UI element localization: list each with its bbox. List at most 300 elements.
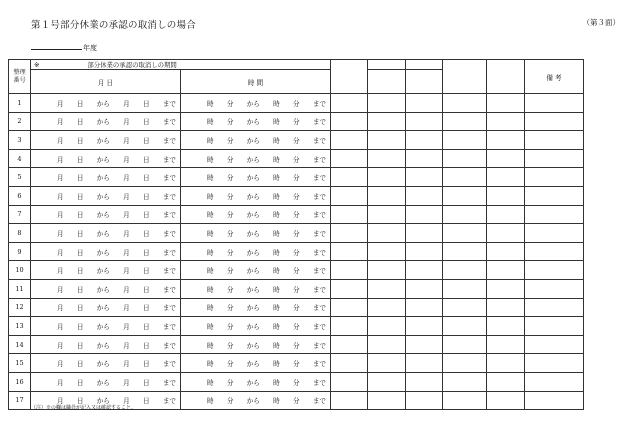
time-token: 分 <box>226 285 234 294</box>
blank-cell[interactable] <box>443 298 487 317</box>
row-number: 2 <box>9 112 31 131</box>
blank-cell[interactable] <box>406 261 443 280</box>
time-range-cell[interactable] <box>181 335 331 354</box>
table-row <box>9 372 584 391</box>
time-range-cell[interactable] <box>181 391 331 410</box>
remarks-cell[interactable] <box>525 298 584 317</box>
date-token: から <box>96 360 110 369</box>
date-token: 日 <box>142 136 150 145</box>
date-token: 日 <box>76 267 84 276</box>
blank-cell[interactable] <box>331 205 368 224</box>
remarks-cell[interactable] <box>525 131 584 150</box>
blank-cell[interactable] <box>368 205 406 224</box>
time-token: まで <box>312 174 326 183</box>
blank-cell[interactable] <box>331 242 368 261</box>
blank-cell[interactable] <box>487 317 525 336</box>
time-token: 分 <box>292 267 300 276</box>
time-token: 時 <box>207 229 214 238</box>
time-token: まで <box>312 136 326 145</box>
blank-cell[interactable] <box>331 298 368 317</box>
time-token: 時 <box>273 136 280 145</box>
time-token: から <box>246 267 260 276</box>
time-token: 時 <box>207 192 214 201</box>
date-token: 月 <box>123 211 130 220</box>
time-token: まで <box>312 285 326 294</box>
blank-cell[interactable] <box>331 112 368 131</box>
blank-cell[interactable] <box>443 149 487 168</box>
time-token: 分 <box>292 397 300 406</box>
date-token: 日 <box>142 211 150 220</box>
date-range-cell[interactable] <box>31 279 181 298</box>
time-token: 時 <box>273 378 280 387</box>
date-token: 月 <box>123 174 130 183</box>
time-token: 分 <box>292 174 300 183</box>
date-token: 日 <box>76 285 84 294</box>
date-token: 日 <box>76 211 84 220</box>
blank-cell[interactable] <box>368 149 406 168</box>
blank-cell[interactable] <box>368 317 406 336</box>
date-token: 日 <box>142 155 150 164</box>
date-token: 月 <box>123 248 130 257</box>
date-range-cell[interactable] <box>31 186 181 205</box>
time-token: まで <box>312 211 326 220</box>
blank-cell[interactable] <box>406 205 443 224</box>
time-token: 分 <box>292 155 300 164</box>
remarks-cell[interactable] <box>525 168 584 187</box>
blank-cell[interactable] <box>487 335 525 354</box>
time-token: 分 <box>292 192 300 201</box>
time-range-cell[interactable] <box>181 242 331 261</box>
time-token: まで <box>312 118 326 127</box>
blank-cell[interactable] <box>331 317 368 336</box>
blank-cell[interactable] <box>406 354 443 373</box>
time-token: 時 <box>207 99 214 108</box>
time-range-cell[interactable] <box>181 279 331 298</box>
cancellation-table <box>8 59 584 410</box>
blank-cell[interactable] <box>331 279 368 298</box>
time-token: 時 <box>207 211 214 220</box>
blank-cell[interactable] <box>487 298 525 317</box>
time-token: まで <box>312 378 326 387</box>
date-token: 日 <box>142 99 150 108</box>
date-token: まで <box>162 192 176 201</box>
time-token: 時 <box>207 136 214 145</box>
blank-cell[interactable] <box>331 168 368 187</box>
date-token: から <box>96 248 110 257</box>
seq-header <box>9 60 31 94</box>
time-token: 時 <box>273 174 280 183</box>
date-token: まで <box>162 174 176 183</box>
year-label: 年度 <box>83 44 97 52</box>
blank-cell[interactable] <box>406 94 443 113</box>
blank-cell[interactable] <box>443 131 487 150</box>
blank-cell[interactable] <box>368 131 406 150</box>
time-token: 時 <box>273 248 280 257</box>
year-input-line[interactable] <box>31 43 82 50</box>
form-title: 第１号部分休業の承認の取消しの場合 <box>31 20 196 31</box>
blank-cell[interactable] <box>487 354 525 373</box>
date-range-cell[interactable] <box>31 224 181 243</box>
date-token: 日 <box>76 192 84 201</box>
blank-cell[interactable] <box>406 149 443 168</box>
table-row <box>9 131 584 150</box>
date-token: まで <box>162 397 176 406</box>
blank-cell[interactable] <box>487 261 525 280</box>
blank-cell[interactable] <box>331 149 368 168</box>
remarks-cell[interactable] <box>525 279 584 298</box>
time-token: 分 <box>292 322 300 331</box>
remarks-cell[interactable] <box>525 335 584 354</box>
date-token: 日 <box>142 322 150 331</box>
remarks-cell[interactable] <box>525 317 584 336</box>
blank-cell[interactable] <box>368 261 406 280</box>
time-token: 時 <box>207 118 214 127</box>
time-token: 分 <box>226 304 234 313</box>
blank-cell[interactable] <box>406 242 443 261</box>
blank-cell[interactable] <box>443 94 487 113</box>
date-token: 月 <box>57 174 64 183</box>
date-token: 月 <box>57 118 64 127</box>
time-range-cell[interactable] <box>181 224 331 243</box>
blank-header-3 <box>406 60 443 70</box>
date-range-cell[interactable] <box>31 372 181 391</box>
date-token: 月 <box>123 118 130 127</box>
time-range-cell[interactable] <box>181 186 331 205</box>
date-token: 月 <box>123 322 130 331</box>
time-token: 分 <box>292 285 300 294</box>
group-mark: ※ <box>34 61 40 69</box>
time-token: 分 <box>226 248 234 257</box>
date-token: 月 <box>57 360 64 369</box>
time-token: まで <box>312 155 326 164</box>
blank-cell[interactable] <box>487 279 525 298</box>
blank-cell[interactable] <box>331 186 368 205</box>
date-token: 月 <box>57 267 64 276</box>
date-token: 日 <box>76 397 84 406</box>
time-range-cell[interactable] <box>181 354 331 373</box>
blank-cell[interactable] <box>443 261 487 280</box>
time-token: から <box>246 211 260 220</box>
blank-cell[interactable] <box>487 131 525 150</box>
time-range-cell[interactable] <box>181 205 331 224</box>
row-number: 17 <box>9 391 31 410</box>
remarks-cell[interactable] <box>525 354 584 373</box>
time-token: 時 <box>273 322 280 331</box>
remarks-cell[interactable] <box>525 391 584 410</box>
row-number: 12 <box>9 298 31 317</box>
date-token: まで <box>162 285 176 294</box>
blank-cell[interactable] <box>331 261 368 280</box>
blank-cell[interactable] <box>487 168 525 187</box>
blank-cell[interactable] <box>487 224 525 243</box>
time-token: 分 <box>226 360 234 369</box>
date-token: 月 <box>57 155 64 164</box>
date-token: 月 <box>57 322 64 331</box>
time-token: 時 <box>273 118 280 127</box>
blank-cell[interactable] <box>368 242 406 261</box>
time-range-cell[interactable] <box>181 261 331 280</box>
blank-cell[interactable] <box>443 242 487 261</box>
table-row <box>9 298 584 317</box>
remarks-cell[interactable] <box>525 372 584 391</box>
remarks-cell[interactable] <box>525 149 584 168</box>
blank-cell[interactable] <box>443 372 487 391</box>
time-token: 分 <box>226 267 234 276</box>
date-token: から <box>96 341 110 350</box>
blank-cell[interactable] <box>487 149 525 168</box>
date-token: 月 <box>123 136 130 145</box>
date-token: 日 <box>142 397 150 406</box>
table-row <box>9 149 584 168</box>
date-range-cell[interactable] <box>31 354 181 373</box>
date-range-cell[interactable] <box>31 335 181 354</box>
time-token: 分 <box>226 229 234 238</box>
blank-cell[interactable] <box>443 335 487 354</box>
blank-subheader-2 <box>406 70 443 94</box>
date-token: から <box>96 397 110 406</box>
date-token: まで <box>162 267 176 276</box>
blank-cell[interactable] <box>331 224 368 243</box>
blank-cell[interactable] <box>487 205 525 224</box>
blank-cell[interactable] <box>406 372 443 391</box>
time-range-cell[interactable] <box>181 94 331 113</box>
date-token: 日 <box>142 229 150 238</box>
time-token: から <box>246 285 260 294</box>
date-range-cell[interactable] <box>31 149 181 168</box>
date-token: 日 <box>142 378 150 387</box>
blank-cell[interactable] <box>331 391 368 410</box>
date-token: 日 <box>76 155 84 164</box>
date-token: 月 <box>57 397 64 406</box>
time-token: 分 <box>226 136 234 145</box>
blank-cell[interactable] <box>406 391 443 410</box>
date-token: 月 <box>123 397 130 406</box>
time-token: まで <box>312 192 326 201</box>
date-token: から <box>96 267 110 276</box>
seq-header-line-1: 整理 <box>13 68 26 76</box>
time-token: から <box>246 118 260 127</box>
table-row <box>9 205 584 224</box>
date-range-cell[interactable] <box>31 261 181 280</box>
time-token: 時 <box>207 155 214 164</box>
blank-cell[interactable] <box>368 335 406 354</box>
blank-cell[interactable] <box>443 354 487 373</box>
time-token: 分 <box>226 118 234 127</box>
blank-cell[interactable] <box>487 112 525 131</box>
time-token: 時 <box>273 304 280 313</box>
blank-cell[interactable] <box>487 372 525 391</box>
remarks-cell[interactable] <box>525 224 584 243</box>
date-token: まで <box>162 99 176 108</box>
blank-cell[interactable] <box>368 279 406 298</box>
blank-cell[interactable] <box>368 186 406 205</box>
remarks-header: 備 考 <box>525 60 584 94</box>
blank-cell[interactable] <box>406 131 443 150</box>
time-token: 時 <box>207 360 214 369</box>
blank-header-2 <box>368 60 406 70</box>
blank-cell[interactable] <box>406 112 443 131</box>
date-token: から <box>96 229 110 238</box>
blank-cell[interactable] <box>331 94 368 113</box>
time-range-cell[interactable] <box>181 317 331 336</box>
date-token: 月 <box>57 248 64 257</box>
date-token: から <box>96 192 110 201</box>
blank-cell[interactable] <box>406 279 443 298</box>
blank-cell[interactable] <box>331 372 368 391</box>
time-range-cell[interactable] <box>181 112 331 131</box>
time-token: 分 <box>226 378 234 387</box>
blank-cell[interactable] <box>406 224 443 243</box>
date-range-cell[interactable] <box>31 94 181 113</box>
blank-cell[interactable] <box>406 317 443 336</box>
blank-cell[interactable] <box>368 94 406 113</box>
table-row <box>9 317 584 336</box>
blank-cell[interactable] <box>443 391 487 410</box>
time-range-cell[interactable] <box>181 372 331 391</box>
blank-cell[interactable] <box>406 335 443 354</box>
time-token: から <box>246 155 260 164</box>
time-token: まで <box>312 360 326 369</box>
blank-cell[interactable] <box>368 372 406 391</box>
remarks-cell[interactable] <box>525 242 584 261</box>
date-range-cell[interactable] <box>31 242 181 261</box>
time-token: から <box>246 304 260 313</box>
date-token: まで <box>162 211 176 220</box>
time-token: まで <box>312 341 326 350</box>
blank-cell[interactable] <box>487 94 525 113</box>
blank-cell[interactable] <box>331 354 368 373</box>
time-token: 分 <box>226 211 234 220</box>
time-range-cell[interactable] <box>181 131 331 150</box>
date-range-cell[interactable] <box>31 317 181 336</box>
remarks-cell[interactable] <box>525 94 584 113</box>
time-token: から <box>246 397 260 406</box>
date-token: まで <box>162 248 176 257</box>
time-token: 分 <box>292 304 300 313</box>
blank-cell[interactable] <box>331 335 368 354</box>
blank-cell[interactable] <box>487 186 525 205</box>
date-token: 月 <box>123 304 130 313</box>
remarks-cell[interactable] <box>525 186 584 205</box>
time-token: 時 <box>273 341 280 350</box>
row-number: 3 <box>9 131 31 150</box>
blank-cell[interactable] <box>368 112 406 131</box>
date-token: 月 <box>123 360 130 369</box>
date-range-cell[interactable] <box>31 205 181 224</box>
blank-cell[interactable] <box>406 186 443 205</box>
time-token: から <box>246 174 260 183</box>
blank-cell[interactable] <box>443 279 487 298</box>
time-token: まで <box>312 397 326 406</box>
blank-cell[interactable] <box>443 317 487 336</box>
time-token: 分 <box>226 322 234 331</box>
time-token: まで <box>312 322 326 331</box>
blank-cell[interactable] <box>443 186 487 205</box>
table-row <box>9 186 584 205</box>
date-range-cell[interactable] <box>31 131 181 150</box>
date-token: 日 <box>142 267 150 276</box>
date-token: 日 <box>76 378 84 387</box>
time-range-cell[interactable] <box>181 168 331 187</box>
blank-cell[interactable] <box>368 224 406 243</box>
date-token: 月 <box>123 285 130 294</box>
time-token: 分 <box>292 378 300 387</box>
blank-cell[interactable] <box>443 168 487 187</box>
date-range-cell[interactable] <box>31 168 181 187</box>
date-token: から <box>96 211 110 220</box>
time-range-cell[interactable] <box>181 149 331 168</box>
time-token: 時 <box>207 285 214 294</box>
blank-cell[interactable] <box>487 242 525 261</box>
blank-cell[interactable] <box>331 131 368 150</box>
date-token: まで <box>162 322 176 331</box>
date-token: 日 <box>142 248 150 257</box>
row-number: 10 <box>9 261 31 280</box>
time-token: 分 <box>292 360 300 369</box>
blank-cell[interactable] <box>368 298 406 317</box>
remarks-cell[interactable] <box>525 261 584 280</box>
blank-cell[interactable] <box>368 354 406 373</box>
time-token: まで <box>312 248 326 257</box>
seq-header-line-2: 番号 <box>13 76 26 84</box>
date-token: 日 <box>142 285 150 294</box>
date-token: 日 <box>76 136 84 145</box>
date-token: 月 <box>57 211 64 220</box>
time-token: 時 <box>273 267 280 276</box>
blank-cell[interactable] <box>487 391 525 410</box>
blank-cell[interactable] <box>443 224 487 243</box>
blank-cell[interactable] <box>443 205 487 224</box>
date-token: まで <box>162 378 176 387</box>
remarks-cell[interactable] <box>525 205 584 224</box>
blank-cell[interactable] <box>368 391 406 410</box>
time-token: 分 <box>292 211 300 220</box>
blank-cell[interactable] <box>406 298 443 317</box>
date-token: 月 <box>123 229 130 238</box>
time-token: 時 <box>207 397 214 406</box>
date-token: から <box>96 155 110 164</box>
date-token: 日 <box>76 229 84 238</box>
row-number: 6 <box>9 186 31 205</box>
date-range-cell[interactable] <box>31 112 181 131</box>
date-token: まで <box>162 360 176 369</box>
blank-cell[interactable] <box>368 168 406 187</box>
time-token: 時 <box>207 304 214 313</box>
time-token: 時 <box>273 229 280 238</box>
date-header: 月 日 <box>31 70 181 94</box>
time-token: から <box>246 378 260 387</box>
table-row <box>9 224 584 243</box>
blank-cell[interactable] <box>443 112 487 131</box>
time-header: 時 間 <box>181 70 331 94</box>
row-number: 7 <box>9 205 31 224</box>
date-token: 日 <box>142 304 150 313</box>
blank-cell[interactable] <box>406 168 443 187</box>
time-range-cell[interactable] <box>181 298 331 317</box>
time-token: 時 <box>207 174 214 183</box>
date-token: 月 <box>57 285 64 294</box>
date-token: から <box>96 304 110 313</box>
row-number: 13 <box>9 317 31 336</box>
remarks-cell[interactable] <box>525 112 584 131</box>
date-token: 日 <box>76 174 84 183</box>
time-token: 分 <box>292 136 300 145</box>
date-range-cell[interactable] <box>31 298 181 317</box>
date-token: 日 <box>76 341 84 350</box>
table-row <box>9 94 584 113</box>
date-token: 日 <box>142 118 150 127</box>
table-row <box>9 354 584 373</box>
